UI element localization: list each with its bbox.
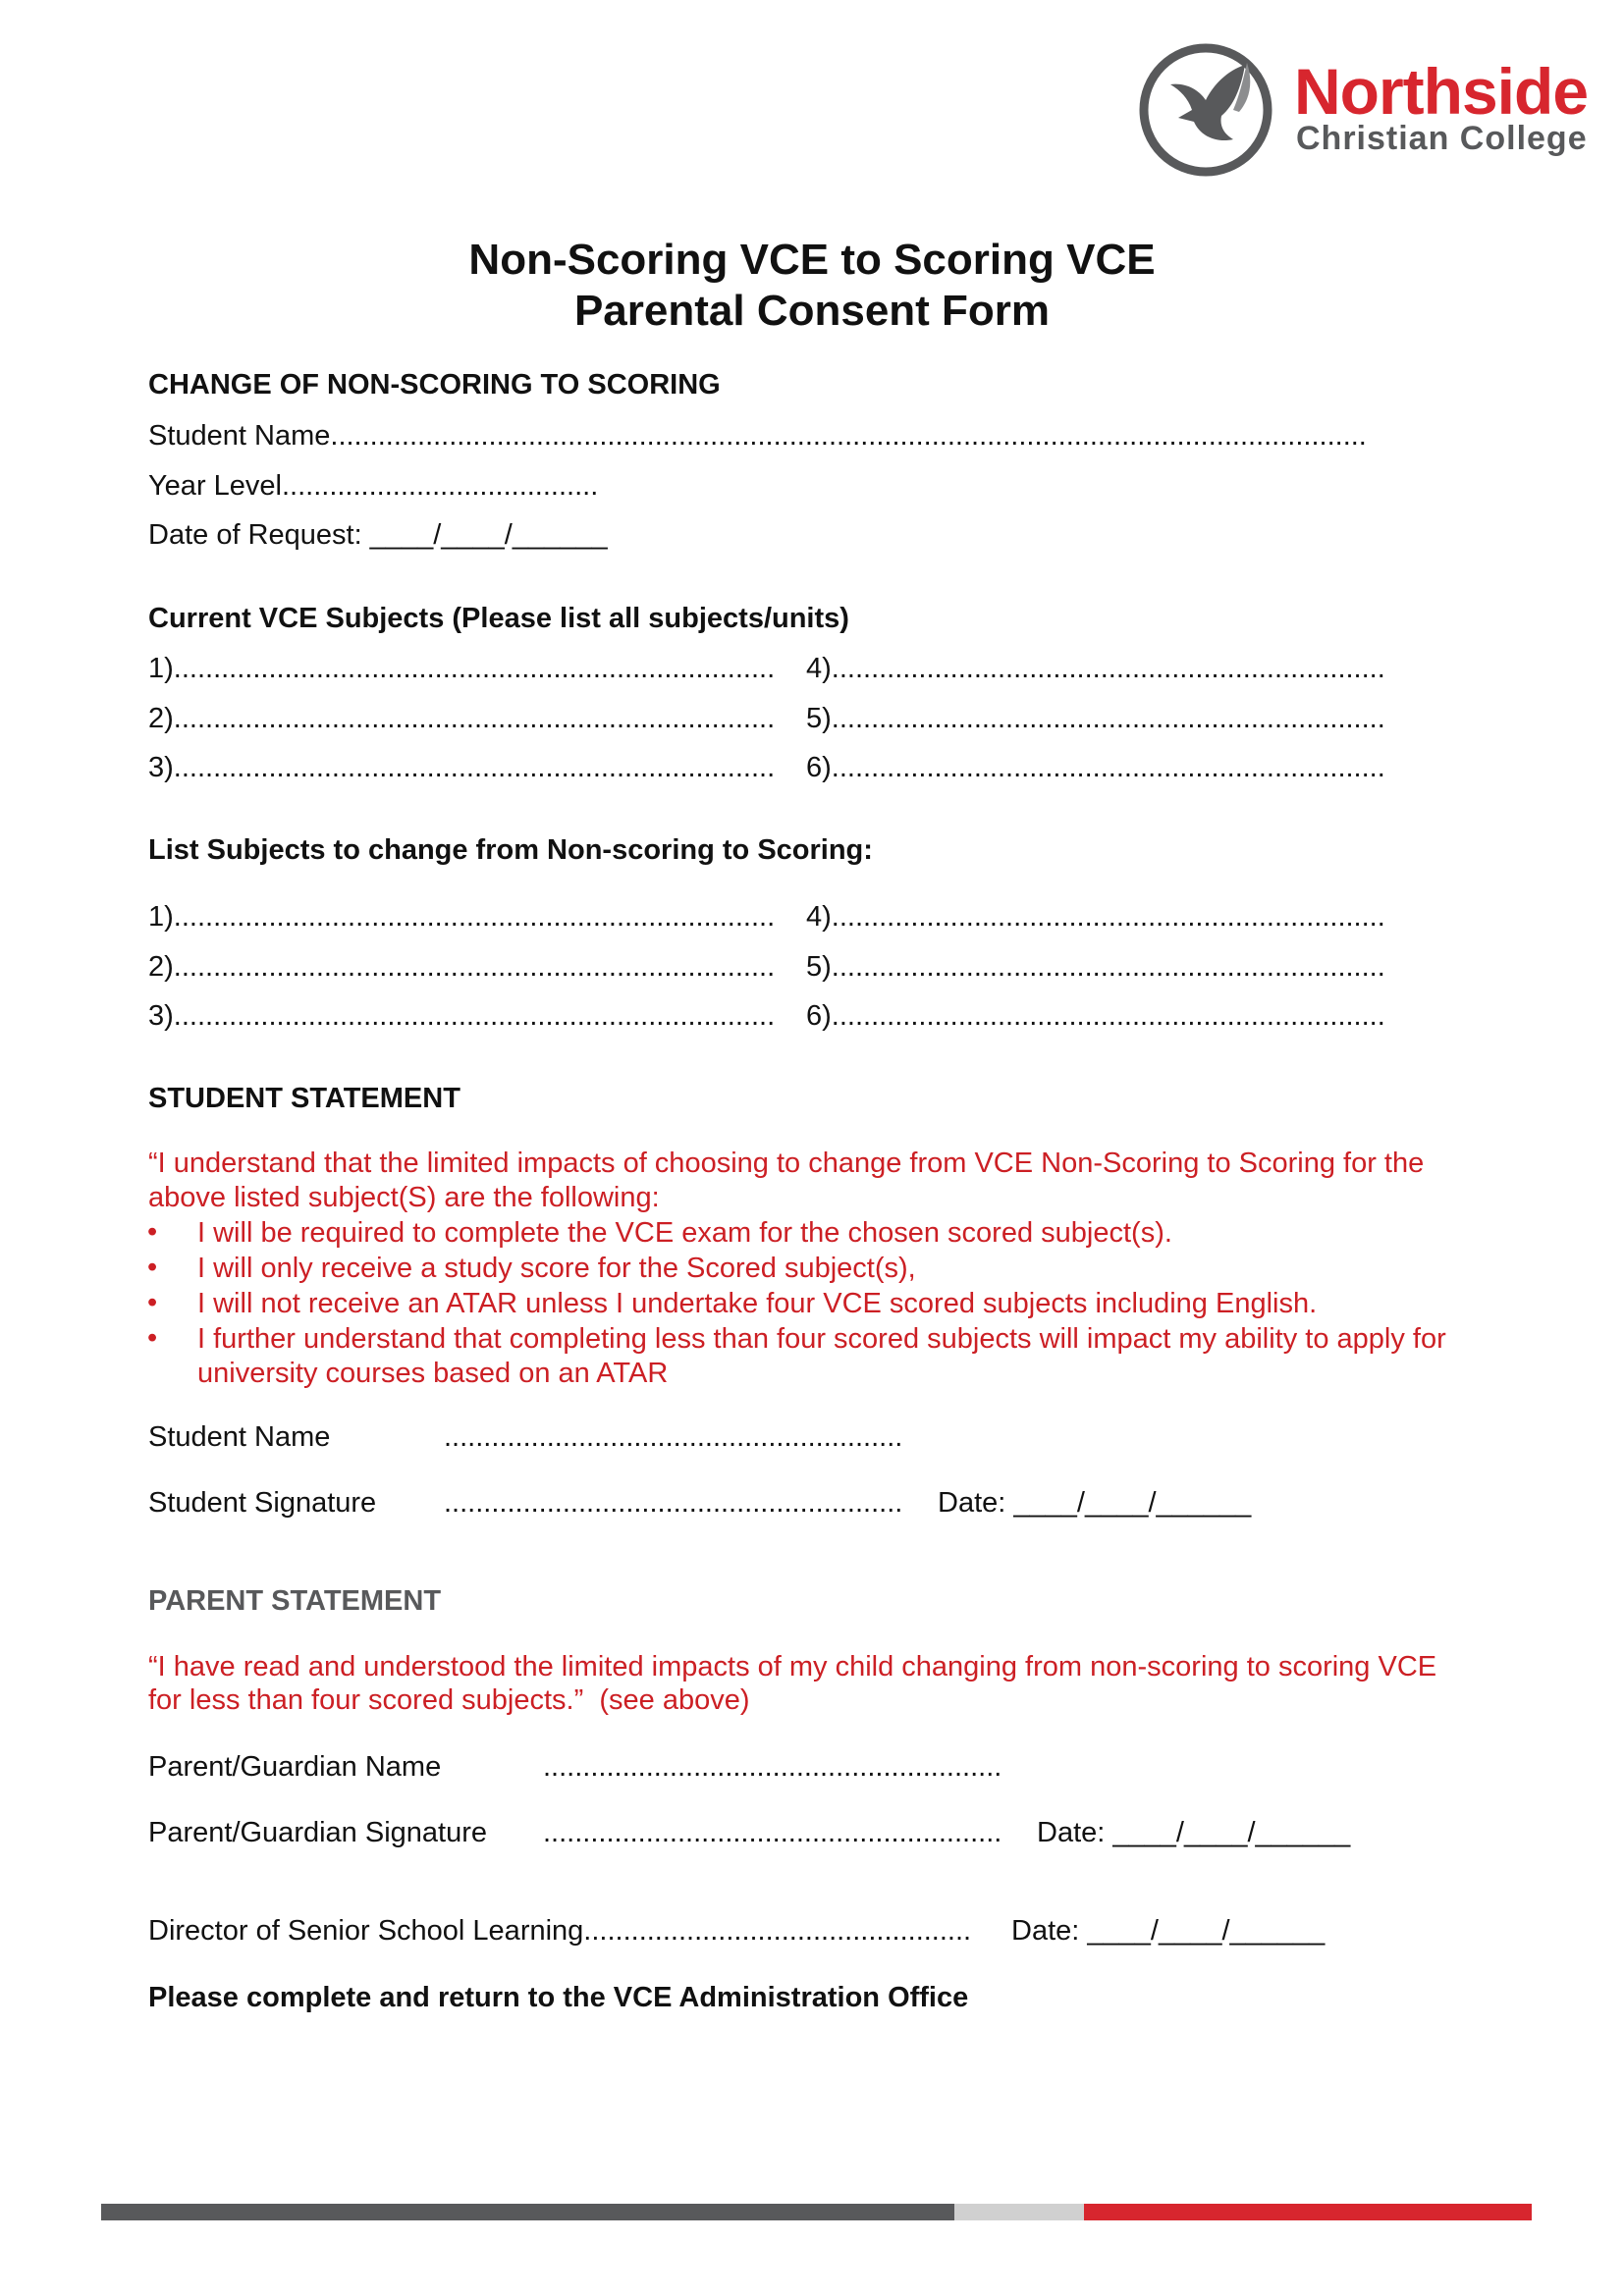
change-subject-field-5[interactable]: 5)......................................................................	[806, 951, 1385, 983]
dove-emblem-icon	[1137, 41, 1274, 179]
student-statement-bullet-3: I will not receive an ATAR unless I undertake four VCE scored subjects including English.	[197, 1288, 1318, 1319]
student-signature-line[interactable]: ..........................................................	[444, 1487, 903, 1519]
parent-name-line[interactable]: ..........................................................	[543, 1751, 1002, 1783]
date-of-request-field[interactable]: Date of Request: ____/____/______	[148, 519, 608, 551]
student-statement-intro-line1: “I understand that the limited impacts of choosing to change from VCE Non-Scoring to Scoring for the	[148, 1148, 1425, 1179]
current-subject-field-2[interactable]: 2)............................................................................	[148, 703, 776, 734]
bullet-icon: •	[147, 1252, 158, 1283]
current-subject-field-3[interactable]: 3)............................................................................	[148, 752, 776, 783]
footer-bar-dark	[101, 2204, 954, 2220]
student-signature-label: Student Signature	[148, 1487, 377, 1519]
student-statement-heading: STUDENT STATEMENT	[148, 1083, 460, 1114]
bullet-icon: •	[147, 1287, 158, 1318]
current-subject-field-4[interactable]: 4)......................................................................	[806, 653, 1385, 684]
student-name-label: Student Name	[148, 1421, 331, 1453]
student-signature-date[interactable]: Date: ____/____/______	[938, 1487, 1252, 1519]
parent-signature-date[interactable]: Date: ____/____/______	[1037, 1817, 1351, 1848]
student-name-line[interactable]: ..........................................................	[444, 1421, 903, 1453]
parent-signature-label: Parent/Guardian Signature	[148, 1817, 487, 1848]
form-title-line1: Non-Scoring VCE to Scoring VCE	[468, 236, 1156, 284]
footer-bar-red	[1084, 2204, 1532, 2220]
bullet-icon: •	[147, 1216, 158, 1248]
parent-signature-line[interactable]: ..........................................................	[543, 1817, 1002, 1848]
change-subject-field-2[interactable]: 2)............................................................................	[148, 951, 776, 983]
parent-statement-text-line1: “I have read and understood the limited impacts of my child changing from non-scoring to scoring VCE	[148, 1651, 1437, 1682]
change-subjects-heading: List Subjects to change from Non-scoring to Scoring:	[148, 834, 873, 866]
student-statement-bullet-1: I will be required to complete the VCE exam for the chosen scored subject(s).	[197, 1217, 1172, 1249]
logo-subtitle: Christian College	[1296, 120, 1588, 157]
college-logo	[1137, 39, 1598, 187]
change-subject-field-4[interactable]: 4)......................................................................	[806, 901, 1385, 933]
parent-statement-text-line2: for less than four scored subjects.” (see above)	[148, 1684, 750, 1716]
change-section-heading: CHANGE OF NON-SCORING TO SCORING	[148, 369, 721, 400]
bullet-icon: •	[147, 1322, 158, 1354]
student-statement-bullet-4: I further understand that completing less than four scored subjects will impact my ability to apply for	[197, 1323, 1446, 1355]
footer-bar-light	[954, 2204, 1084, 2220]
change-subject-field-3[interactable]: 3)............................................................................	[148, 1000, 776, 1032]
change-subject-field-6[interactable]: 6)......................................................................	[806, 1000, 1385, 1032]
current-subject-field-1[interactable]: 1)............................................................................	[148, 653, 776, 684]
current-subject-field-5[interactable]: 5)......................................................................	[806, 703, 1385, 734]
director-signature-date[interactable]: Date: ____/____/______	[1011, 1915, 1326, 1947]
parent-statement-heading: PARENT STATEMENT	[148, 1585, 442, 1617]
form-title-line2: Parental Consent Form	[573, 287, 1051, 335]
director-signature-line[interactable]: Director of Senior School Learning.................................................	[148, 1915, 972, 1947]
parent-name-label: Parent/Guardian Name	[148, 1751, 442, 1783]
return-instruction: Please complete and return to the VCE Administration Office	[148, 1982, 969, 2013]
current-subjects-heading: Current VCE Subjects (Please list all subjects/units)	[148, 603, 849, 634]
logo-name: Northside	[1294, 55, 1589, 128]
year-level-field[interactable]: Year Level........................................	[148, 470, 599, 502]
student-statement-bullet-2: I will only receive a study score for the Scored subject(s),	[197, 1253, 916, 1284]
change-subject-field-1[interactable]: 1)............................................................................	[148, 901, 776, 933]
student-statement-intro-line2: above listed subject(S) are the following:	[148, 1182, 660, 1213]
current-subject-field-6[interactable]: 6)......................................................................	[806, 752, 1385, 783]
student-name-field[interactable]: Student Name...................................................................................................................................	[148, 420, 1367, 452]
student-statement-bullet-4-cont: university courses based on an ATAR	[197, 1358, 669, 1389]
